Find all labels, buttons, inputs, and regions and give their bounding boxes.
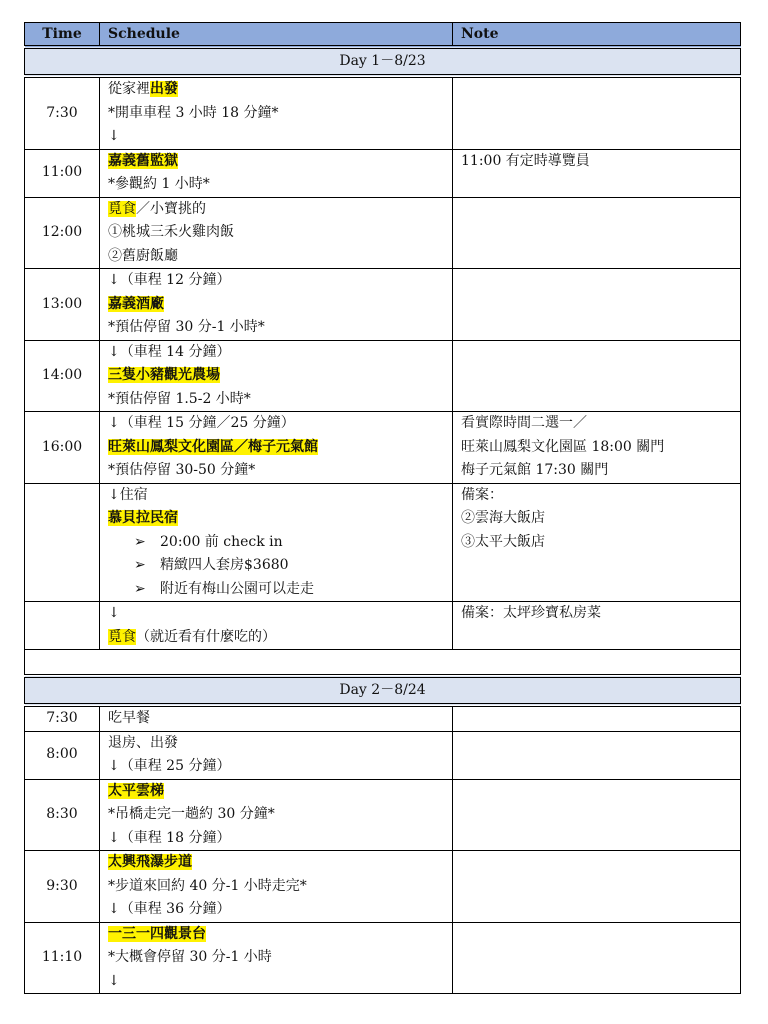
schedule-row xyxy=(25,602,741,650)
highlighted-text: 覓食 xyxy=(108,628,136,645)
schedule-row xyxy=(25,731,741,779)
header-note: Note xyxy=(453,23,741,48)
day-row xyxy=(25,47,741,76)
schedule-row xyxy=(25,340,741,412)
highlighted-text: 嘉義舊監獄 xyxy=(108,152,178,169)
schedule-row xyxy=(25,851,741,923)
schedule-line: *步道來回約 40 分-1 小時走完* xyxy=(108,877,307,894)
schedule-row xyxy=(25,412,741,484)
schedule-cell xyxy=(100,412,453,484)
schedule-cell xyxy=(100,76,453,149)
schedule-line: ↓（車程 14 分鐘） xyxy=(108,343,231,360)
highlighted-text: 嘉義酒廠 xyxy=(108,295,164,312)
schedule-line: *預估停留 30-50 分鐘* xyxy=(108,462,256,478)
bullet-item xyxy=(108,578,452,602)
time-cell xyxy=(25,602,100,650)
note-line: 11:00 有定時導覽員 xyxy=(461,152,590,169)
schedule-cell xyxy=(100,731,453,779)
right-arrowhead-icon: ➢ xyxy=(134,557,146,573)
highlighted-text: 太興飛瀑步道 xyxy=(108,854,192,870)
right-arrowhead-icon: ➢ xyxy=(134,580,146,597)
note-line: 備案：太坪珍寶私房菜 xyxy=(461,605,601,621)
note-cell xyxy=(453,602,741,650)
schedule-cell xyxy=(100,705,453,731)
schedule-line: ↓（車程 18 分鐘） xyxy=(108,829,231,846)
schedule-row xyxy=(25,76,741,149)
note-cell xyxy=(453,705,741,731)
header-row xyxy=(25,23,741,48)
note-cell xyxy=(453,779,741,851)
right-arrowhead-icon: ➢ xyxy=(134,533,146,550)
schedule-line xyxy=(108,150,452,174)
note-cell xyxy=(453,340,741,412)
note-line: 旺萊山鳳梨文化園區 18:00 關門 xyxy=(461,438,665,455)
schedule-line: ↓（車程 15 分鐘／25 分鐘） xyxy=(108,415,295,431)
highlighted-text: 旺萊山鳳梨文化園區／梅子元氣館 xyxy=(108,438,318,455)
schedule-line: ↓（車程 25 分鐘） xyxy=(108,758,231,774)
schedule-line: ↓（車程 36 分鐘） xyxy=(108,901,231,917)
schedule-line: *預估停留 1.5-2 小時* xyxy=(108,390,251,407)
time-cell: 13:00 xyxy=(25,269,100,341)
spacer-cell xyxy=(25,650,741,677)
schedule-line xyxy=(108,364,452,388)
time-cell xyxy=(25,483,100,602)
schedule-cell xyxy=(100,269,453,341)
schedule-line: *預估停留 30 分-1 小時* xyxy=(108,319,265,335)
schedule-line xyxy=(108,923,452,947)
bullet-text: 精緻四人套房$3680 xyxy=(160,557,289,573)
schedule-line: 退房、出發 xyxy=(108,734,178,751)
schedule-cell xyxy=(100,922,453,994)
schedule-cell xyxy=(100,779,453,851)
schedule-cell xyxy=(100,851,453,923)
time-cell: 16:00 xyxy=(25,412,100,484)
schedule-line: *參觀約 1 小時* xyxy=(108,176,210,192)
schedule-line xyxy=(108,198,452,222)
schedule-cell xyxy=(100,149,453,197)
schedule-row xyxy=(25,705,741,731)
note-line: ②雲海大飯店 xyxy=(461,510,545,526)
schedule-line: ↓（車程 12 分鐘） xyxy=(108,272,231,288)
schedule-line: ↓住宿 xyxy=(108,486,148,503)
itinerary-table xyxy=(24,22,741,994)
note-cell xyxy=(453,483,741,602)
note-cell xyxy=(453,76,741,149)
time-cell: 11:00 xyxy=(25,149,100,197)
header-time: Time xyxy=(25,23,100,48)
bullet-item xyxy=(108,554,452,578)
time-cell: 8:00 xyxy=(25,731,100,779)
note-cell xyxy=(453,197,741,269)
day-row xyxy=(25,676,741,705)
schedule-line xyxy=(108,780,452,804)
schedule-line: 吃早餐 xyxy=(108,710,150,726)
highlighted-text: 慕貝拉民宿 xyxy=(108,510,178,526)
schedule-line xyxy=(108,436,452,460)
note-cell xyxy=(453,149,741,197)
day-title: Day 1－8/23 xyxy=(25,47,741,76)
schedule-line: *大概會停留 30 分-1 小時 xyxy=(108,949,272,965)
time-cell: 8:30 xyxy=(25,779,100,851)
schedule-cell xyxy=(100,197,453,269)
bullet-item xyxy=(108,531,452,555)
schedule-row xyxy=(25,922,741,994)
itinerary-sheet xyxy=(24,22,740,994)
highlighted-text: 一三一四觀景台 xyxy=(108,925,206,942)
bullet-text: 附近有梅山公園可以走走 xyxy=(160,580,314,597)
schedule-line xyxy=(108,626,452,650)
schedule-row xyxy=(25,483,741,602)
note-cell xyxy=(453,269,741,341)
header-schedule: Schedule xyxy=(100,23,453,48)
note-cell xyxy=(453,851,741,923)
note-line: 看實際時間二選一／ xyxy=(461,415,587,431)
schedule-row xyxy=(25,197,741,269)
time-cell: 11:10 xyxy=(25,922,100,994)
highlighted-text: 出發 xyxy=(150,81,178,97)
bullet-text: 20:00 前 check in xyxy=(160,533,283,550)
highlighted-text: 覓食 xyxy=(108,200,136,217)
schedule-line: ↓ xyxy=(108,605,120,621)
schedule-line: *吊橋走完一趟約 30 分鐘* xyxy=(108,806,275,822)
text-plain: ／小寶挑的 xyxy=(136,200,206,217)
schedule-line xyxy=(108,507,452,531)
day-title: Day 2－8/24 xyxy=(25,676,741,705)
text-plain: （就近看有什麼吃的） xyxy=(136,628,276,645)
schedule-line: ↓ xyxy=(108,128,120,144)
time-cell: 7:30 xyxy=(25,705,100,731)
note-line: 梅子元氣館 17:30 關門 xyxy=(461,462,609,478)
schedule-row xyxy=(25,149,741,197)
schedule-line: ①桃城三禾火雞肉飯 xyxy=(108,224,234,240)
schedule-row xyxy=(25,779,741,851)
highlighted-text: 三隻小豬觀光農場 xyxy=(108,367,220,383)
note-cell xyxy=(453,922,741,994)
time-cell: 14:00 xyxy=(25,340,100,412)
schedule-cell xyxy=(100,340,453,412)
schedule-row xyxy=(25,269,741,341)
time-cell: 12:00 xyxy=(25,197,100,269)
note-line: ③太平大飯店 xyxy=(461,533,545,550)
schedule-line: ②舊廚飯廳 xyxy=(108,247,178,264)
schedule-line xyxy=(108,293,452,317)
schedule-line xyxy=(108,78,452,102)
spacer-row xyxy=(25,650,741,677)
note-cell xyxy=(453,731,741,779)
schedule-cell xyxy=(100,602,453,650)
schedule-line xyxy=(108,851,452,875)
schedule-line: ↓ xyxy=(108,972,120,989)
note-line: 備案： xyxy=(461,486,503,503)
text-plain: 從家裡 xyxy=(108,81,150,97)
time-cell: 9:30 xyxy=(25,851,100,923)
schedule-line: *開車車程 3 小時 18 分鐘* xyxy=(108,104,279,121)
schedule-cell xyxy=(100,483,453,602)
time-cell: 7:30 xyxy=(25,76,100,149)
note-cell xyxy=(453,412,741,484)
highlighted-text: 太平雲梯 xyxy=(108,782,164,799)
